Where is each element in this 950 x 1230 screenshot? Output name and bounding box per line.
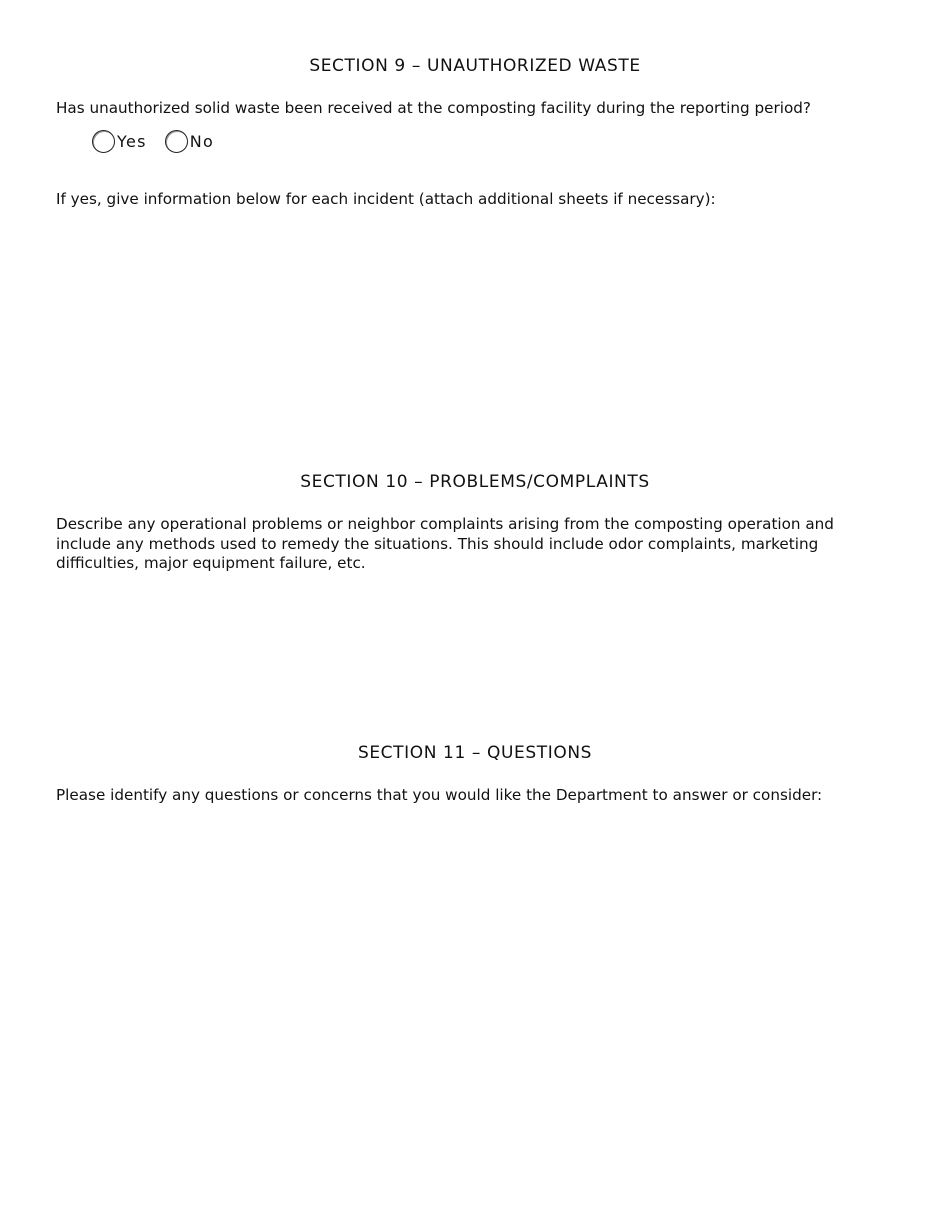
radio-label-yes: Yes xyxy=(117,131,147,151)
section-9-heading: SECTION 9 – UNAUTHORIZED WASTE xyxy=(309,56,641,76)
section-9-question: Has unauthorized solid waste been received at the composting facility during the reporting period? xyxy=(56,99,811,117)
section-11-heading: SECTION 11 – QUESTIONS xyxy=(357,743,593,763)
radio-option-no[interactable] xyxy=(165,130,214,153)
section-11-instruction: Please identify any questions or concerns that you would like the Department to answer or consider: xyxy=(56,786,823,804)
radio-option-yes[interactable] xyxy=(92,130,147,153)
section-10-instruction: Describe any operational problems or neighbor complaints arising from the composting operation and include any methods used to remedy the situations. This should include odor complaints, marketing difficulties, major equipment failure, etc. xyxy=(56,515,834,572)
section-10-heading: SECTION 10 – PROBLEMS/COMPLAINTS xyxy=(300,472,650,492)
section-9-answer-field[interactable] xyxy=(56,216,894,456)
section-9-instruction: If yes, give information below for each incident (attach additional sheets if necessary): xyxy=(56,190,716,208)
radio-button-no[interactable] xyxy=(165,130,188,153)
section-10-answer-field[interactable] xyxy=(56,580,894,730)
radio-label-no: No xyxy=(189,131,215,151)
section-11-answer-field[interactable] xyxy=(56,814,894,1194)
unauthorized-waste-radio-group xyxy=(92,128,232,154)
radio-button-yes[interactable] xyxy=(92,130,115,153)
